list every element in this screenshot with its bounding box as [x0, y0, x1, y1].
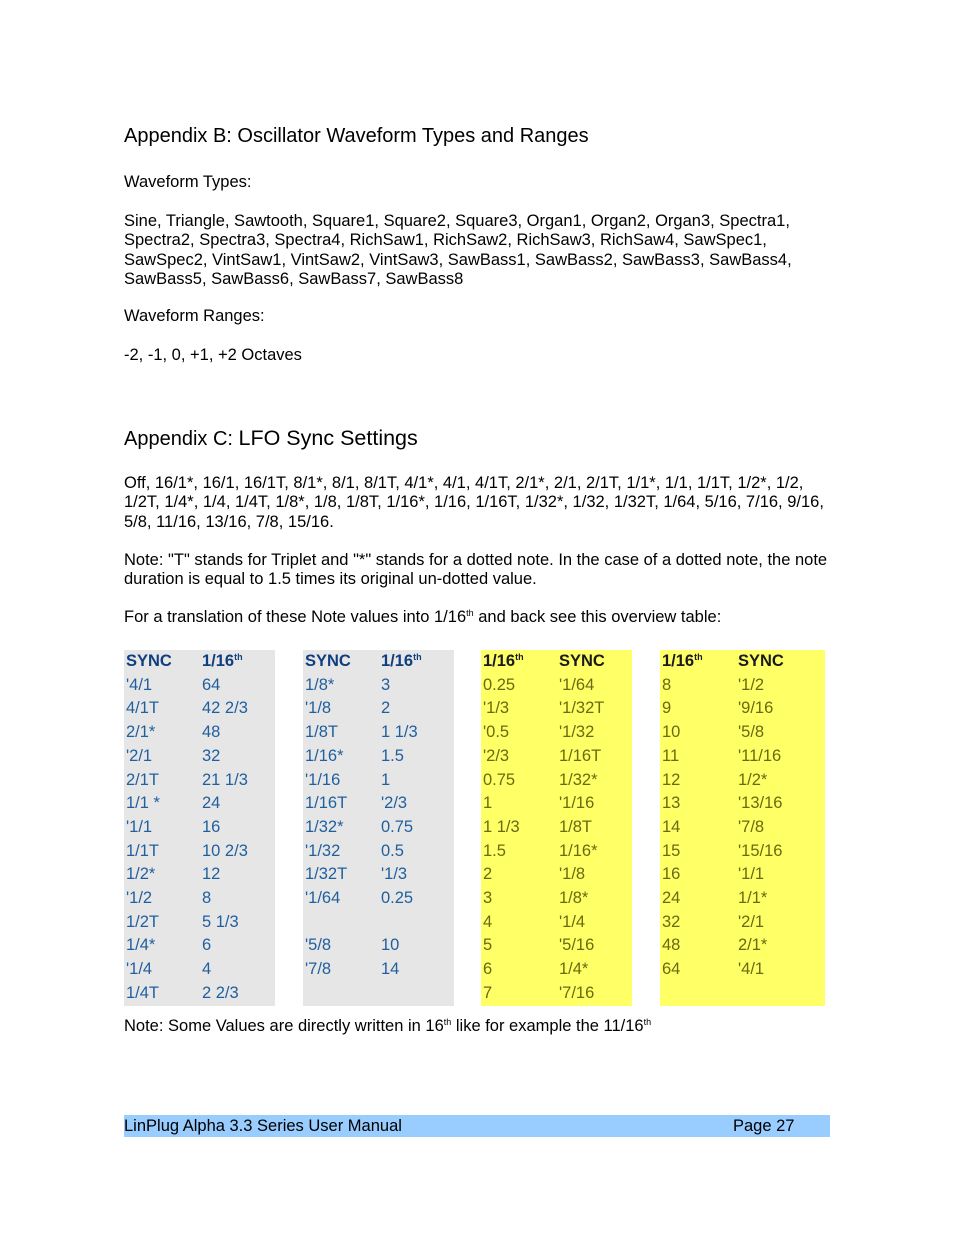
table-cell: 48 — [202, 723, 221, 742]
bottom-note — [124, 1017, 836, 1036]
table-cell: '5/8 — [305, 936, 332, 955]
table-cell: 1/2* — [738, 770, 768, 789]
table-cell: '1/1 — [126, 817, 153, 836]
header-sync: SYNC — [126, 652, 172, 670]
table-cell: 2/1* — [738, 936, 768, 955]
table-cell: 14 — [381, 960, 400, 979]
table-cell: 7 — [483, 983, 493, 1002]
bottom-note-sup1: th — [443, 1017, 452, 1027]
header-sixteenth — [483, 650, 524, 674]
table-cell: 48 — [662, 936, 681, 955]
table-cell: '1/32 — [305, 841, 341, 860]
table-cell: 1/1* — [738, 889, 768, 907]
table-cell: 1/4* — [559, 960, 589, 979]
header-sync: SYNC — [559, 652, 605, 670]
table-cell: '1/4 — [126, 960, 153, 979]
table-cell: '2/1 — [738, 912, 765, 931]
table-cell: 0.25 — [381, 889, 414, 907]
table-cell: 1/16T — [559, 746, 602, 765]
waveform-types-label: Waveform Types: — [124, 173, 252, 191]
table-cell: 1 — [381, 770, 391, 789]
table-cell: 1/8* — [305, 675, 335, 694]
table-cell: 0.75 — [381, 817, 414, 836]
table-cell: '2/3 — [483, 746, 510, 765]
table-cell: '1/4 — [559, 912, 586, 931]
bottom-note-pre: Note: Some Values are directly written in 16 — [124, 1017, 444, 1035]
appendix-c-title-main: LFO Sync Settings — [238, 426, 418, 450]
dotted-note-text: Note: "T" stands for Triplet and "*" stands for a dotted note. In the case of a dotted note, the note duration is equal to 1.5 times its original un-dotted value. — [124, 551, 828, 589]
table-cell: 2/1T — [126, 770, 160, 789]
sync-table-3 — [481, 650, 632, 1006]
table-cell: 1.5 — [381, 746, 404, 765]
appendix-b-title: Appendix B: Oscillator Waveform Types and Ranges — [124, 125, 589, 147]
table-cell: 10 2/3 — [202, 841, 248, 860]
table-cell: 24 — [662, 889, 681, 907]
header-sixteenth-value: 1/16 — [381, 652, 414, 670]
table-cell: 1/8* — [559, 889, 589, 907]
header-sync: SYNC — [738, 652, 784, 670]
table-cell: '5/16 — [559, 936, 595, 955]
table-cell: 13 — [662, 794, 681, 813]
sync-table-1 — [124, 650, 275, 1006]
translation-pre: For a translation of these Note values into 1/16 — [124, 608, 467, 626]
header-sixteenth-value: 1/16 — [483, 652, 516, 670]
table-cell: '7/8 — [738, 817, 765, 836]
table-cell: 4 — [483, 912, 493, 931]
table-cell: 1/4* — [126, 936, 156, 955]
table-cell: 1/2* — [126, 865, 156, 884]
header-sixteenth-value: 1/16 — [202, 652, 235, 670]
bottom-note-sup2: th — [643, 1017, 652, 1027]
table-cell: 12 — [202, 865, 221, 884]
bottom-note-mid: like for example the 11/16 — [451, 1017, 644, 1035]
table-cell: 4 — [202, 960, 212, 979]
page-footer — [124, 1115, 830, 1137]
table-cell: 21 1/3 — [202, 770, 248, 789]
table-cell: 2 — [381, 699, 391, 718]
table-cell: '1/64 — [559, 675, 595, 694]
table-cell: 32 — [202, 746, 221, 765]
table-cell: 1/16* — [559, 841, 598, 860]
table-cell: 1/1 * — [126, 794, 160, 813]
table-cell: '1/64 — [305, 889, 341, 907]
table-cell: 1/16* — [305, 746, 344, 765]
table-cell: 10 — [662, 723, 681, 742]
header-sixteenth — [662, 650, 703, 674]
table-cell: 24 — [202, 794, 221, 813]
table-cell: '1/3 — [381, 865, 408, 884]
table-cell: '1/1 — [738, 865, 765, 884]
table-cell: 8 — [202, 889, 212, 907]
translation-text — [124, 608, 836, 627]
table-cell: 5 1/3 — [202, 912, 239, 931]
table-cell: 0.25 — [483, 675, 516, 694]
table-cell: 1/32T — [305, 865, 348, 884]
table-cell: '1/3 — [483, 699, 510, 718]
table-cell: 1/1T — [126, 841, 160, 860]
table-cell: 15 — [662, 841, 681, 860]
table-cell: 14 — [662, 817, 681, 836]
table-cell: 8 — [662, 675, 672, 694]
table-cell: 9 — [662, 699, 672, 718]
table-cell: 4/1T — [126, 699, 160, 718]
table-cell: 6 — [483, 960, 493, 979]
table-cell: 32 — [662, 912, 681, 931]
header-sixteenth-sup: th — [515, 652, 524, 662]
table-cell: 1.5 — [483, 841, 506, 860]
table-cell: '7/8 — [305, 960, 332, 979]
table-cell: '1/32T — [559, 699, 605, 718]
footer-manual-title: LinPlug Alpha 3.3 Series User Manual — [124, 1117, 402, 1135]
table-cell: '1/8 — [305, 699, 332, 718]
table-cell: 11 — [662, 746, 680, 765]
waveform-types-text: Sine, Triangle, Sawtooth, Square1, Square2, Square3, Organ1, Organ2, Organ3, Spectra1, Spectra2, Spectra3, Spectra4, RichSaw1, RichSaw2, RichSaw3, RichSaw4, SawSpec1, SawSpec2, VintSaw1, VintSaw2, VintSaw3, SawBass1, SawBass2, SawBass3, SawBass4, SawBass5, SawBass6, SawBass7, SawBass8 — [124, 212, 792, 288]
footer-page-number: Page 27 — [733, 1117, 795, 1135]
table-cell: 1 1/3 — [381, 723, 418, 742]
header-sync: SYNC — [305, 652, 351, 670]
sync-table-4 — [660, 650, 825, 1006]
table-cell: 42 2/3 — [202, 699, 248, 718]
table-cell: 2/1* — [126, 723, 156, 742]
table-cell: '4/1 — [126, 675, 153, 694]
table-cell: 1/4T — [126, 983, 160, 1002]
table-cell: '13/16 — [738, 794, 783, 813]
table-cell: '2/1 — [126, 746, 153, 765]
appendix-c-title-prefix: Appendix C: — [124, 428, 239, 450]
table-cell: 16 — [202, 817, 221, 836]
table-cell: 64 — [662, 960, 681, 979]
table-cell: 1/8T — [559, 817, 593, 836]
table-cell: 2 2/3 — [202, 983, 239, 1002]
table-cell: '1/16 — [305, 770, 341, 789]
table-cell: 0.75 — [483, 770, 516, 789]
table-cell: 10 — [381, 936, 400, 955]
table-cell: '2/3 — [381, 794, 408, 813]
translation-sup: th — [466, 608, 474, 618]
table-cell: 6 — [202, 936, 212, 955]
table-cell: '7/16 — [559, 983, 595, 1002]
table-cell: '1/2 — [738, 675, 765, 694]
table-cell: '1/16 — [559, 794, 595, 813]
table-cell: 1/2T — [126, 912, 160, 931]
table-cell: '4/1 — [738, 960, 765, 979]
table-cell: 1/8T — [305, 723, 339, 742]
table-cell: '11/16 — [738, 746, 782, 765]
table-cell: 3 — [381, 675, 391, 694]
table-cell: 3 — [483, 889, 493, 907]
table-cell: 1/32* — [559, 770, 598, 789]
header-sixteenth-sup: th — [234, 652, 243, 662]
table-cell: '9/16 — [738, 699, 774, 718]
table-cell: '1/32 — [559, 723, 595, 742]
table-cell: 1/16T — [305, 794, 348, 813]
waveform-ranges-label: Waveform Ranges: — [124, 307, 265, 325]
header-sixteenth — [202, 650, 243, 674]
header-sixteenth-value: 1/16 — [662, 652, 695, 670]
table-cell: 16 — [662, 865, 681, 884]
header-sixteenth-sup: th — [413, 652, 422, 662]
table-cell: '5/8 — [738, 723, 765, 742]
table-cell: 12 — [662, 770, 681, 789]
table-cell: 5 — [483, 936, 493, 955]
table-cell: 1 — [483, 794, 493, 813]
waveform-ranges-text: -2, -1, 0, +1, +2 Octaves — [124, 346, 302, 364]
table-cell: '15/16 — [738, 841, 783, 860]
lfo-settings-text: Off, 16/1*, 16/1, 16/1T, 8/1*, 8/1, 8/1T, 4/1*, 4/1, 4/1T, 2/1*, 2/1, 2/1T, 1/1*, 1/1, 1/1T, 1/2*, 1/2, 1/2T, 1/4*, 1/4, 1/4T, 1/8*, 1/8, 1/8T, 1/16*, 1/16, 1/16T, 1/32*, 1/32, 1/32T, 1/64, 5/16, 7/16, 9/16, 5/8, 11/16, 13/16, 7/8, 15/16. — [124, 474, 824, 531]
table-cell: 1 1/3 — [483, 817, 520, 836]
table-cell: '1/2 — [126, 889, 153, 907]
table-cell: 2 — [483, 865, 493, 884]
sync-table-2 — [303, 650, 454, 1006]
translation-post: and back see this overview table: — [473, 608, 722, 626]
appendix-c-title — [124, 426, 418, 451]
table-cell: 64 — [202, 675, 221, 694]
header-sixteenth-sup: th — [694, 652, 703, 662]
header-sixteenth — [381, 650, 422, 674]
table-cell: 1/32* — [305, 817, 344, 836]
table-cell: '0.5 — [483, 723, 510, 742]
table-cell: '1/8 — [559, 865, 586, 884]
table-cell: 0.5 — [381, 841, 404, 860]
